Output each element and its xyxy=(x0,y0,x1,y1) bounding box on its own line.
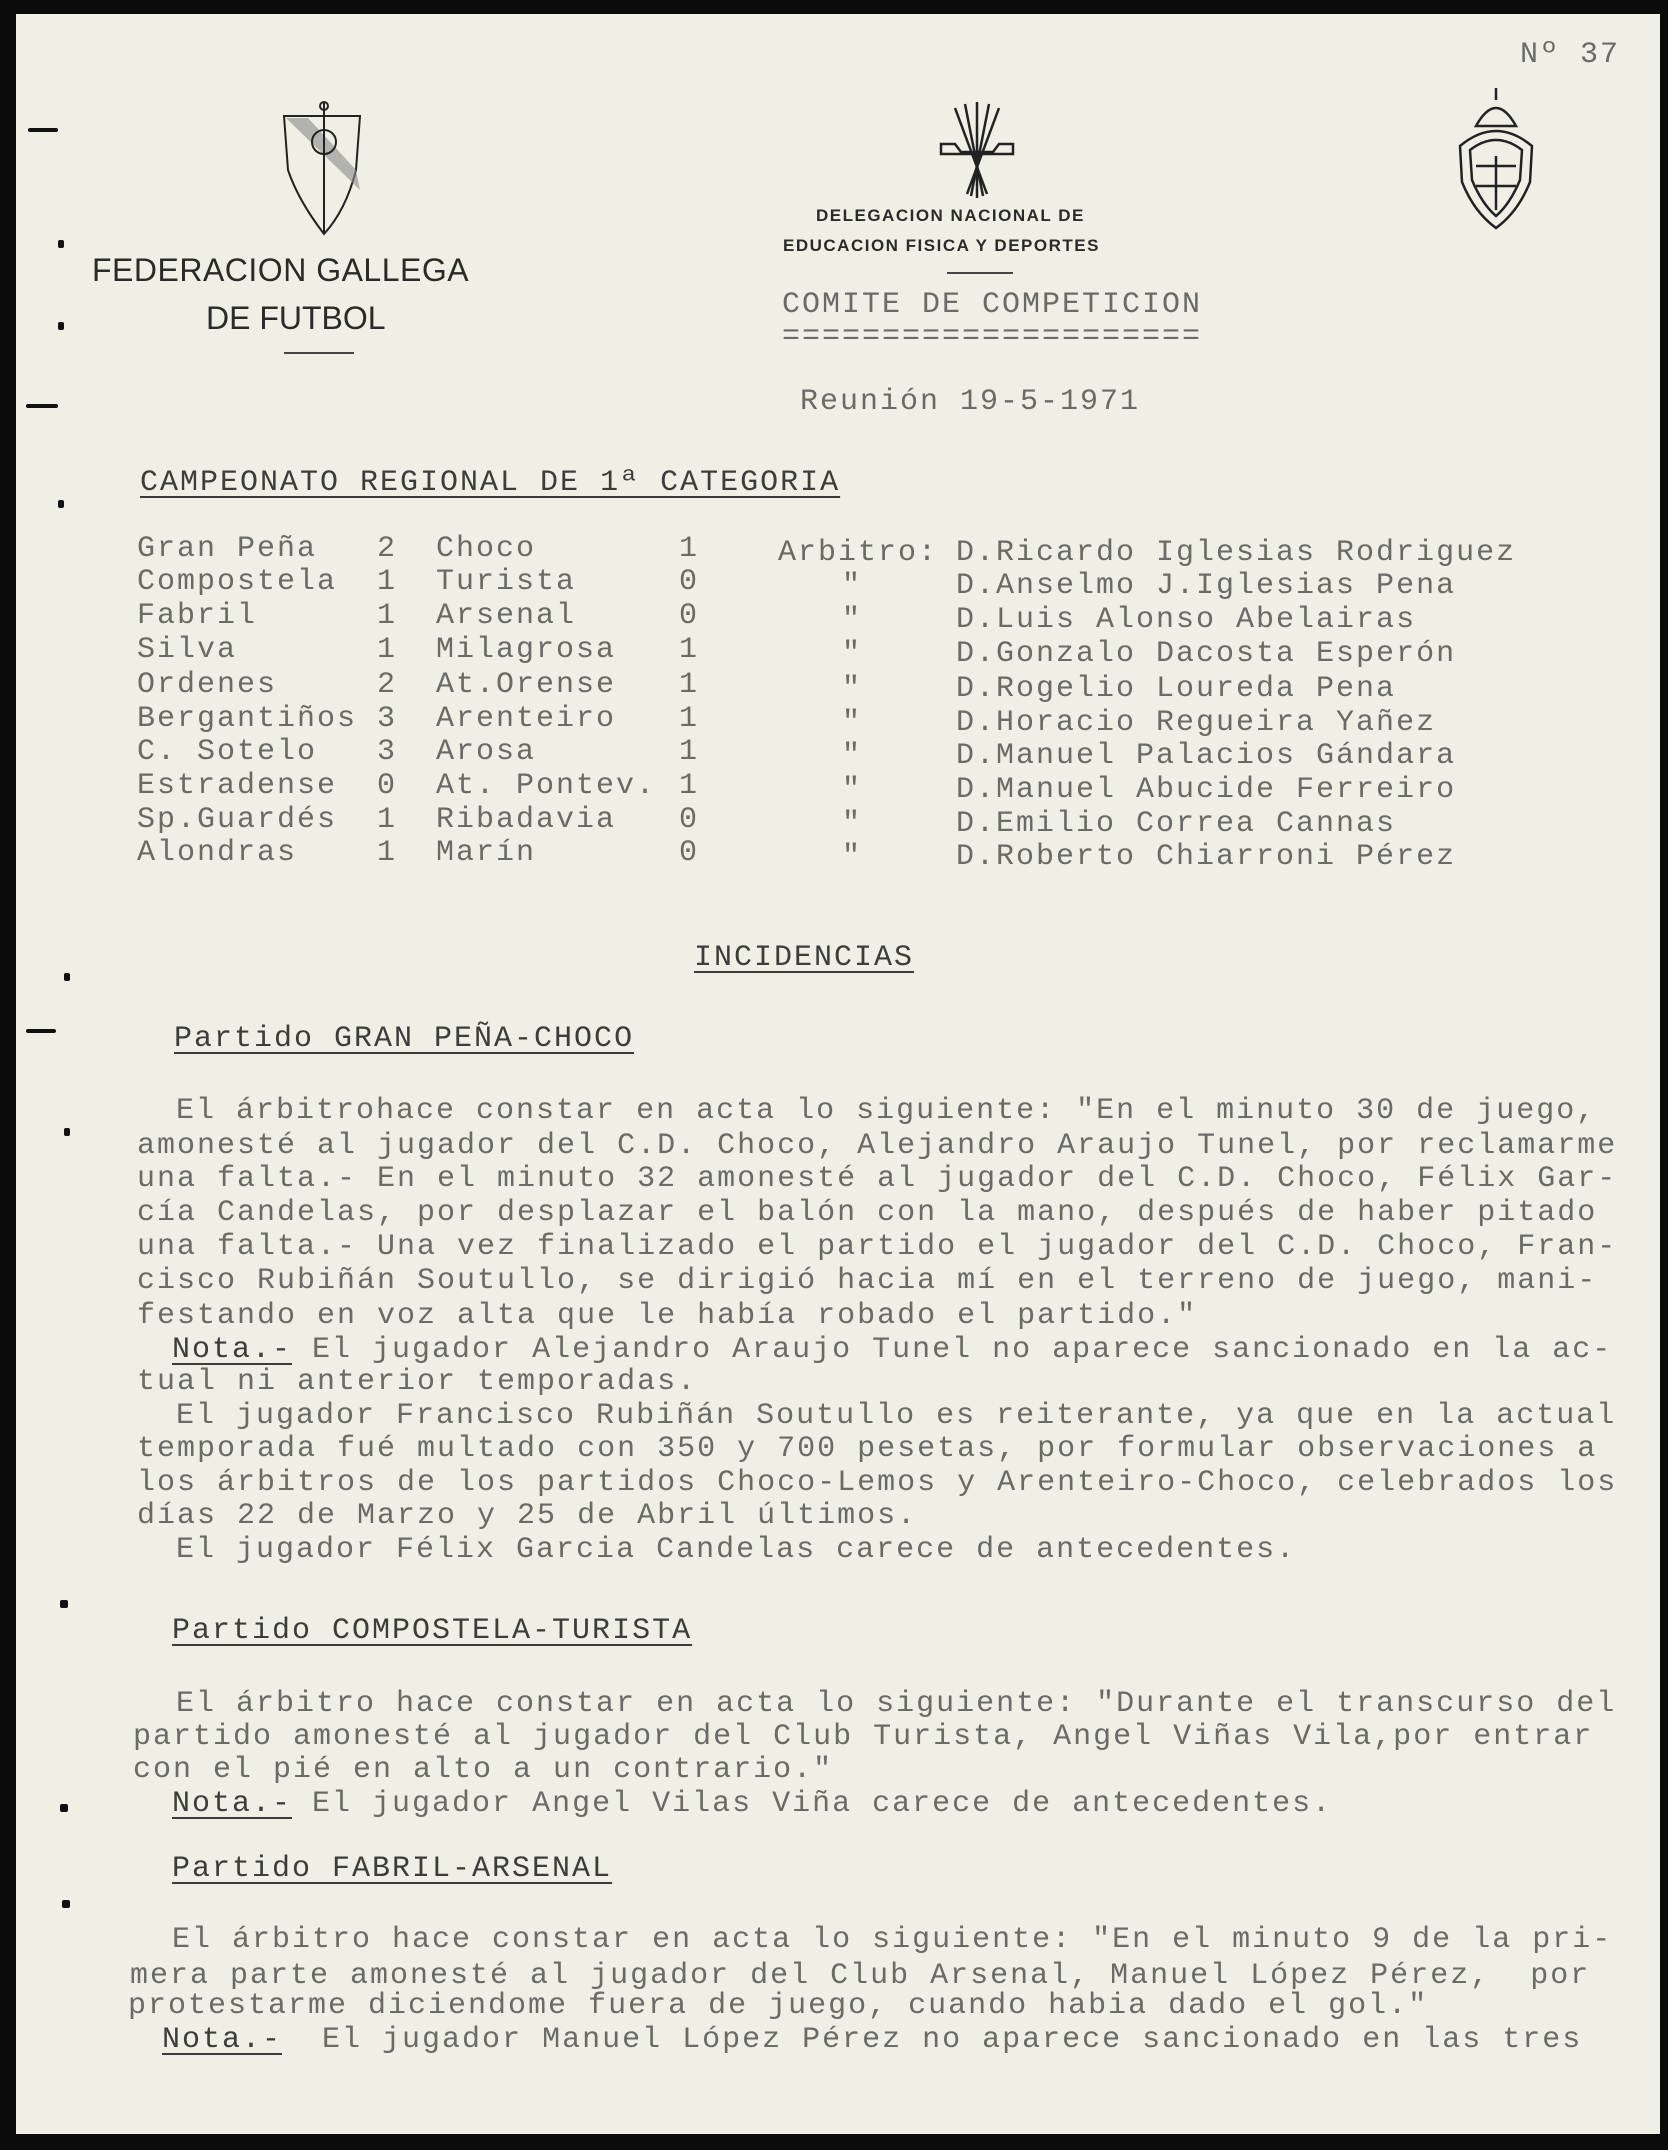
line-text: El jugador Francisco Rubiñán Soutullo es reiterante, ya que en la actual xyxy=(176,1399,1617,1433)
away-score: 0 xyxy=(679,836,700,870)
binder-hole-mark xyxy=(26,404,58,408)
referee-label: Arbitro: xyxy=(778,536,939,570)
referee-label: " xyxy=(842,773,863,807)
away-score: 0 xyxy=(679,565,700,599)
home-team: Compostela xyxy=(137,565,338,599)
binder-hole-mark xyxy=(64,1128,70,1136)
away-score: 1 xyxy=(679,532,700,566)
paragraph-line xyxy=(133,1753,833,1787)
away-team: At.Orense xyxy=(436,668,617,702)
home-score: 1 xyxy=(377,565,398,599)
galician-federation-crest-logo xyxy=(280,100,366,236)
away-score: 1 xyxy=(679,769,700,803)
away-score: 0 xyxy=(679,803,700,837)
paragraph-line xyxy=(137,1466,1617,1500)
referee-label: " xyxy=(842,569,863,603)
away-score: 1 xyxy=(679,668,700,702)
binder-hole-mark xyxy=(60,1600,68,1608)
referee-name: D.Horacio Regueira Yañez xyxy=(956,706,1437,740)
home-team: Gran Peña xyxy=(137,532,318,566)
paragraph-line xyxy=(133,1720,1593,1754)
line-text: con el pié en alto a un contrario." xyxy=(133,1753,834,1787)
meeting-date: Reunión 19-5-1971 xyxy=(800,385,1141,419)
away-score: 1 xyxy=(679,633,700,667)
home-score: 3 xyxy=(377,702,398,736)
binder-hole-mark xyxy=(58,240,64,248)
paragraph-line xyxy=(137,1162,1617,1196)
line-text: El árbitro hace constar en acta lo siguiente: "En el minuto 9 de la pri- xyxy=(172,1923,1613,1957)
home-score: 1 xyxy=(377,836,398,870)
binder-hole-mark xyxy=(26,1029,56,1033)
binder-hole-mark xyxy=(58,322,64,330)
home-team: Ordenes xyxy=(137,668,278,702)
home-team: Fabril xyxy=(137,599,258,633)
paragraph-line xyxy=(137,1432,1597,1466)
away-team: Turista xyxy=(436,565,577,599)
line-text: partido amonesté al jugador del Club Turista, Angel Viñas Vila,por entrar xyxy=(133,1720,1594,1754)
paragraph-line xyxy=(137,1365,697,1399)
championship-title: CAMPEONATO REGIONAL DE 1ª CATEGORIA xyxy=(140,466,841,500)
paragraph-line xyxy=(176,1687,1616,1721)
line-text: mera parte amonesté al jugador del Club Arsenal, Manuel López Pérez, por xyxy=(130,1959,1591,1993)
referee-label: " xyxy=(842,706,863,740)
committee-title-underline: ===================== xyxy=(782,320,1203,354)
home-team: C. Sotelo xyxy=(137,735,318,769)
committee-title: COMITE DE COMPETICION xyxy=(782,288,1203,322)
line-text: El jugador Alejandro Araujo Tunel no aparece sancionado en la ac- xyxy=(292,1333,1613,1367)
paragraph-line xyxy=(176,1533,1296,1567)
away-team: At. Pontev. xyxy=(436,769,657,803)
line-text: una falta.- Una vez finalizado el partido el jugador del C.D. Choco, Fran- xyxy=(137,1230,1618,1264)
paragraph-line xyxy=(162,2023,1582,2057)
paragraph-line xyxy=(172,1923,1612,1957)
paragraph-line xyxy=(128,1989,1428,2023)
paragraph-line xyxy=(137,1299,1197,1333)
paragraph-line xyxy=(172,1787,1332,1821)
paragraph-line xyxy=(176,1094,1596,1128)
binder-hole-mark xyxy=(28,128,58,132)
binder-hole-mark xyxy=(64,973,70,981)
paragraph-line xyxy=(137,1196,1597,1230)
paragraph-line xyxy=(172,1333,1612,1367)
match-heading: Partido GRAN PEÑA-CHOCO xyxy=(174,1022,635,1056)
home-score: 1 xyxy=(377,633,398,667)
paragraph-line xyxy=(137,1129,1617,1163)
away-score: 0 xyxy=(679,599,700,633)
away-score: 1 xyxy=(679,735,700,769)
line-text: El jugador Manuel López Pérez no aparece sancionado en las tres xyxy=(282,2023,1583,2057)
home-team: Sp.Guardés xyxy=(137,803,338,837)
incidents-title: INCIDENCIAS xyxy=(694,941,915,975)
referee-name: D.Emilio Correa Cannas xyxy=(956,807,1397,841)
home-score: 1 xyxy=(377,803,398,837)
line-text: El árbitrohace constar en acta lo siguiente: "En el minuto 30 de juego, xyxy=(176,1094,1597,1128)
line-text: los árbitros de los partidos Choco-Lemos y Arenteiro-Choco, celebrados los xyxy=(137,1466,1618,1500)
away-team: Milagrosa xyxy=(436,633,617,667)
referee-label: " xyxy=(842,739,863,773)
binder-hole-mark xyxy=(62,1900,70,1908)
paragraph-line xyxy=(130,1959,1590,1993)
binder-hole-mark xyxy=(58,500,64,508)
home-score: 2 xyxy=(377,532,398,566)
referee-label: " xyxy=(842,840,863,874)
line-text: cía Candelas, por desplazar el balón con la mano, después de haber pitado xyxy=(137,1196,1598,1230)
away-team: Ribadavia xyxy=(436,803,617,837)
delegation-line2: EDUCACION FISICA Y DEPORTES xyxy=(783,236,1100,255)
divider xyxy=(284,352,354,354)
referee-label: " xyxy=(842,603,863,637)
line-text: tual ni anterior temporadas. xyxy=(137,1365,698,1399)
referee-name: D.Anselmo J.Iglesias Pena xyxy=(956,569,1457,603)
match-heading: Partido FABRIL-ARSENAL xyxy=(172,1852,613,1886)
line-text: amonesté al jugador del C.D. Choco, Alejandro Araujo Tunel, por reclamarme xyxy=(137,1129,1618,1163)
yoke-and-arrows-emblem-logo xyxy=(935,98,1019,202)
referee-name: D.Manuel Palacios Gándara xyxy=(956,739,1457,773)
away-team: Arenteiro xyxy=(436,702,617,736)
home-score: 2 xyxy=(377,668,398,702)
home-score: 1 xyxy=(377,599,398,633)
note-label: Nota.- xyxy=(172,1333,293,1367)
referee-name: D.Rogelio Loureda Pena xyxy=(956,672,1397,706)
home-team: Bergantiños xyxy=(137,702,358,736)
binder-hole-mark xyxy=(60,1804,68,1812)
document-number: Nº 37 xyxy=(1520,38,1621,72)
line-text: días 22 de Marzo y 25 de Abril últimos. xyxy=(137,1499,918,1533)
away-team: Arsenal xyxy=(436,599,577,633)
line-text: una falta.- En el minuto 32 amonesté al jugador del C.D. Choco, Félix Gar- xyxy=(137,1162,1618,1196)
delegation-line1: DELEGACION NACIONAL DE xyxy=(816,206,1085,225)
away-team: Marín xyxy=(436,836,537,870)
home-team: Silva xyxy=(137,633,238,667)
line-text: El jugador Félix Garcia Candelas carece de antecedentes. xyxy=(176,1533,1297,1567)
referee-label: " xyxy=(842,672,863,706)
referee-label: " xyxy=(842,807,863,841)
match-heading: Partido COMPOSTELA-TURISTA xyxy=(172,1614,693,1648)
referee-name: D.Manuel Abucide Ferreiro xyxy=(956,773,1457,807)
home-team: Estradense xyxy=(137,769,338,803)
federation-name-line2: DE FUTBOL xyxy=(206,300,386,336)
divider xyxy=(947,272,1013,274)
away-team: Choco xyxy=(436,532,537,566)
line-text: cisco Rubiñán Soutullo, se dirigió hacia mí en el terreno de juego, mani- xyxy=(137,1264,1598,1298)
referee-name: D.Gonzalo Dacosta Esperón xyxy=(956,637,1457,671)
spanish-football-federation-crest-logo xyxy=(1452,86,1540,230)
paragraph-line xyxy=(176,1399,1616,1433)
paragraph-line xyxy=(137,1499,917,1533)
note-label: Nota.- xyxy=(172,1787,293,1821)
line-text: El árbitro hace constar en acta lo siguiente: "Durante el transcurso del xyxy=(176,1687,1617,1721)
home-team: Alondras xyxy=(137,836,298,870)
line-text: festando en voz alta que le había robado el partido." xyxy=(137,1299,1198,1333)
referee-name: D.Luis Alonso Abelairas xyxy=(956,603,1417,637)
away-score: 1 xyxy=(679,702,700,736)
home-score: 3 xyxy=(377,735,398,769)
home-score: 0 xyxy=(377,769,398,803)
federation-name-line1: FEDERACION GALLEGA xyxy=(92,252,470,288)
referee-name: D.Roberto Chiarroni Pérez xyxy=(956,840,1457,874)
paragraph-line xyxy=(137,1230,1617,1264)
line-text: temporada fué multado con 350 y 700 pesetas, por formular observaciones a xyxy=(137,1432,1598,1466)
line-text: El jugador Angel Vilas Viña carece de antecedentes. xyxy=(292,1787,1333,1821)
away-team: Arosa xyxy=(436,735,537,769)
paragraph-line xyxy=(137,1264,1597,1298)
note-label: Nota.- xyxy=(162,2023,283,2057)
referee-name: D.Ricardo Iglesias Rodriguez xyxy=(956,536,1517,570)
referee-label: " xyxy=(842,637,863,671)
line-text: protestarme diciendome fuera de juego, cuando habia dado el gol." xyxy=(128,1989,1429,2023)
